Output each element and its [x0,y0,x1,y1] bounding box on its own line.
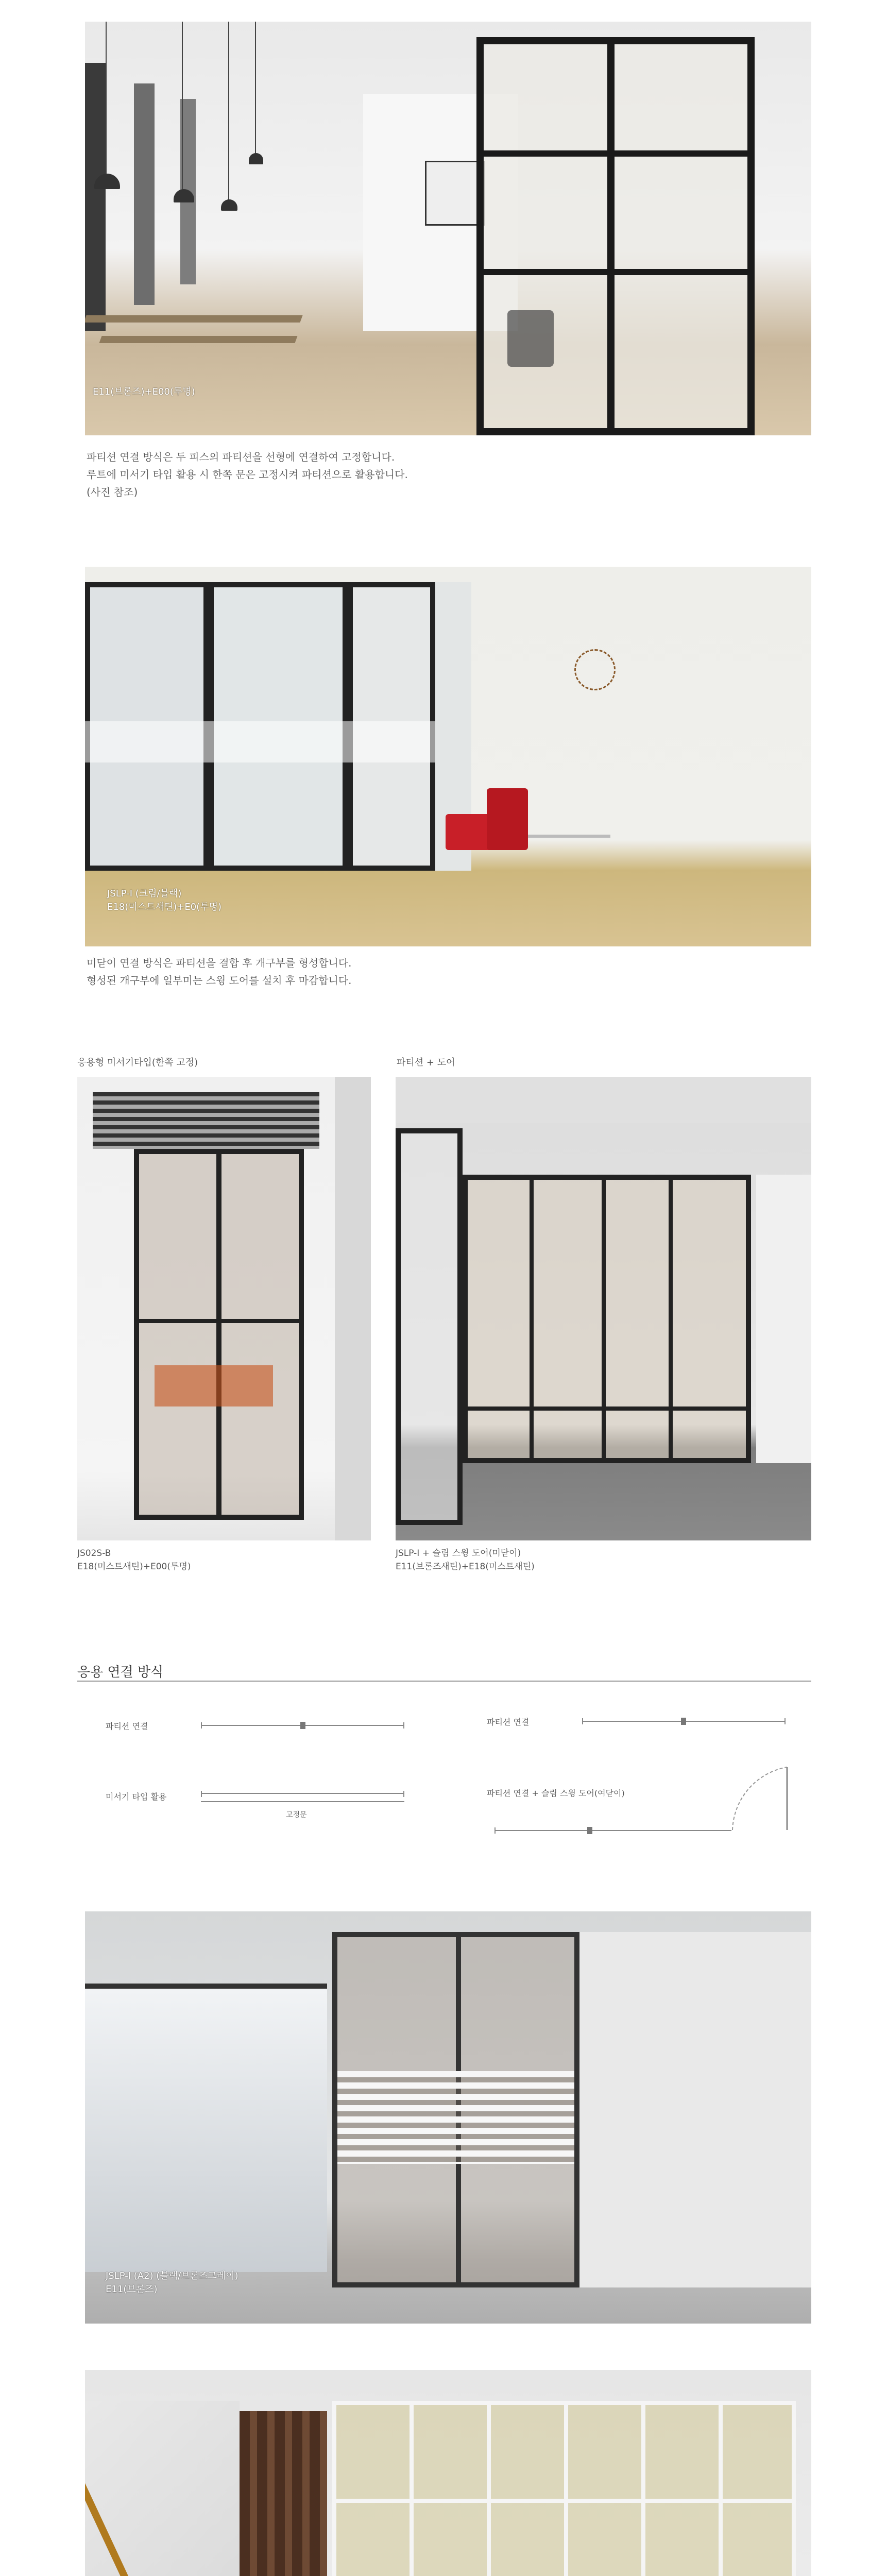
diagram1-label-4: 파티션 연결 + 슬림 스윙 도어(여닫이) [487,1788,625,1798]
photo1-caption [93,385,195,399]
caption-line: JSLP-I (크림/블랙) [107,888,182,899]
caption-line: E11(브론즈) [106,2284,158,2295]
office-partition-photo [85,22,811,435]
slide-line-top [201,1793,404,1794]
right-photo-caption [396,1547,535,1573]
partition-door-photo [396,1077,811,1540]
partition-line [494,1830,731,1831]
diagram1-label-2: 미서기 타입 활용 [106,1792,167,1802]
end-tick [403,1791,404,1797]
caption-line: E11(브론즈새틴)+E18(미스트새틴) [396,1562,535,1572]
caption-line: JS02S-B [77,1548,111,1558]
end-tick [494,1827,496,1834]
photo2-caption [107,887,221,914]
text-line: (사진 참조) [87,486,138,498]
end-tick [201,1722,202,1728]
diagram1-rule [77,1681,811,1682]
striped-partition-photo [85,1911,811,2324]
diagram1-label-3: 파티션 연결 [487,1717,530,1727]
caption-line: E18(미스트새틴)+E00(투명) [77,1562,191,1572]
section2-text [87,954,352,989]
section1-text [87,448,408,501]
swing-door-arc [731,1762,793,1834]
end-tick [582,1718,583,1724]
connector-post [681,1718,686,1725]
left-photo-caption [77,1547,191,1573]
slide-line-bottom [201,1801,404,1802]
diagram1-title: 응용 연결 방식 [77,1665,164,1680]
text-line: 루트에 미서기 타입 활용 시 한쪽 문은 고정시켜 파티션으로 활용합니다. [87,468,408,481]
sliding-door-photo [77,1077,371,1540]
text-line: 형성된 개구부에 일부미는 스윙 도어를 설치 후 마감합니다. [87,974,352,987]
caption-line: JSLP-I + 슬림 스윙 도어(미닫이) [396,1548,521,1558]
text-line: 미닫이 연결 방식은 파티션을 결합 후 개구부를 형성합니다. [87,957,352,969]
caption-line: E11(브론즈)+E00(투명) [93,386,195,397]
caption-line: JSLP-I (A2) (블랙/브론즈그레이) [106,2270,238,2281]
caption-line: E18(미스트새틴)+E0(투명) [107,902,221,912]
right-photo-title: 파티션 + 도어 [397,1057,455,1068]
end-tick [201,1791,202,1797]
fixed-door-label: 고정문 [286,1811,307,1819]
photo4-caption [106,2269,238,2296]
diagram1-label-1: 파티션 연결 [106,1721,148,1731]
connector-post [300,1722,305,1729]
staircase-partition-photo [85,2370,811,2576]
text-line: 파티션 연결 방식은 두 피스의 파티션을 선형에 연결하여 고정합니다. [87,451,395,463]
end-tick [784,1718,786,1724]
end-tick [403,1722,404,1728]
connector-post [587,1827,592,1834]
left-photo-title: 응용형 미서기타입(한쪽 고정) [77,1057,198,1068]
